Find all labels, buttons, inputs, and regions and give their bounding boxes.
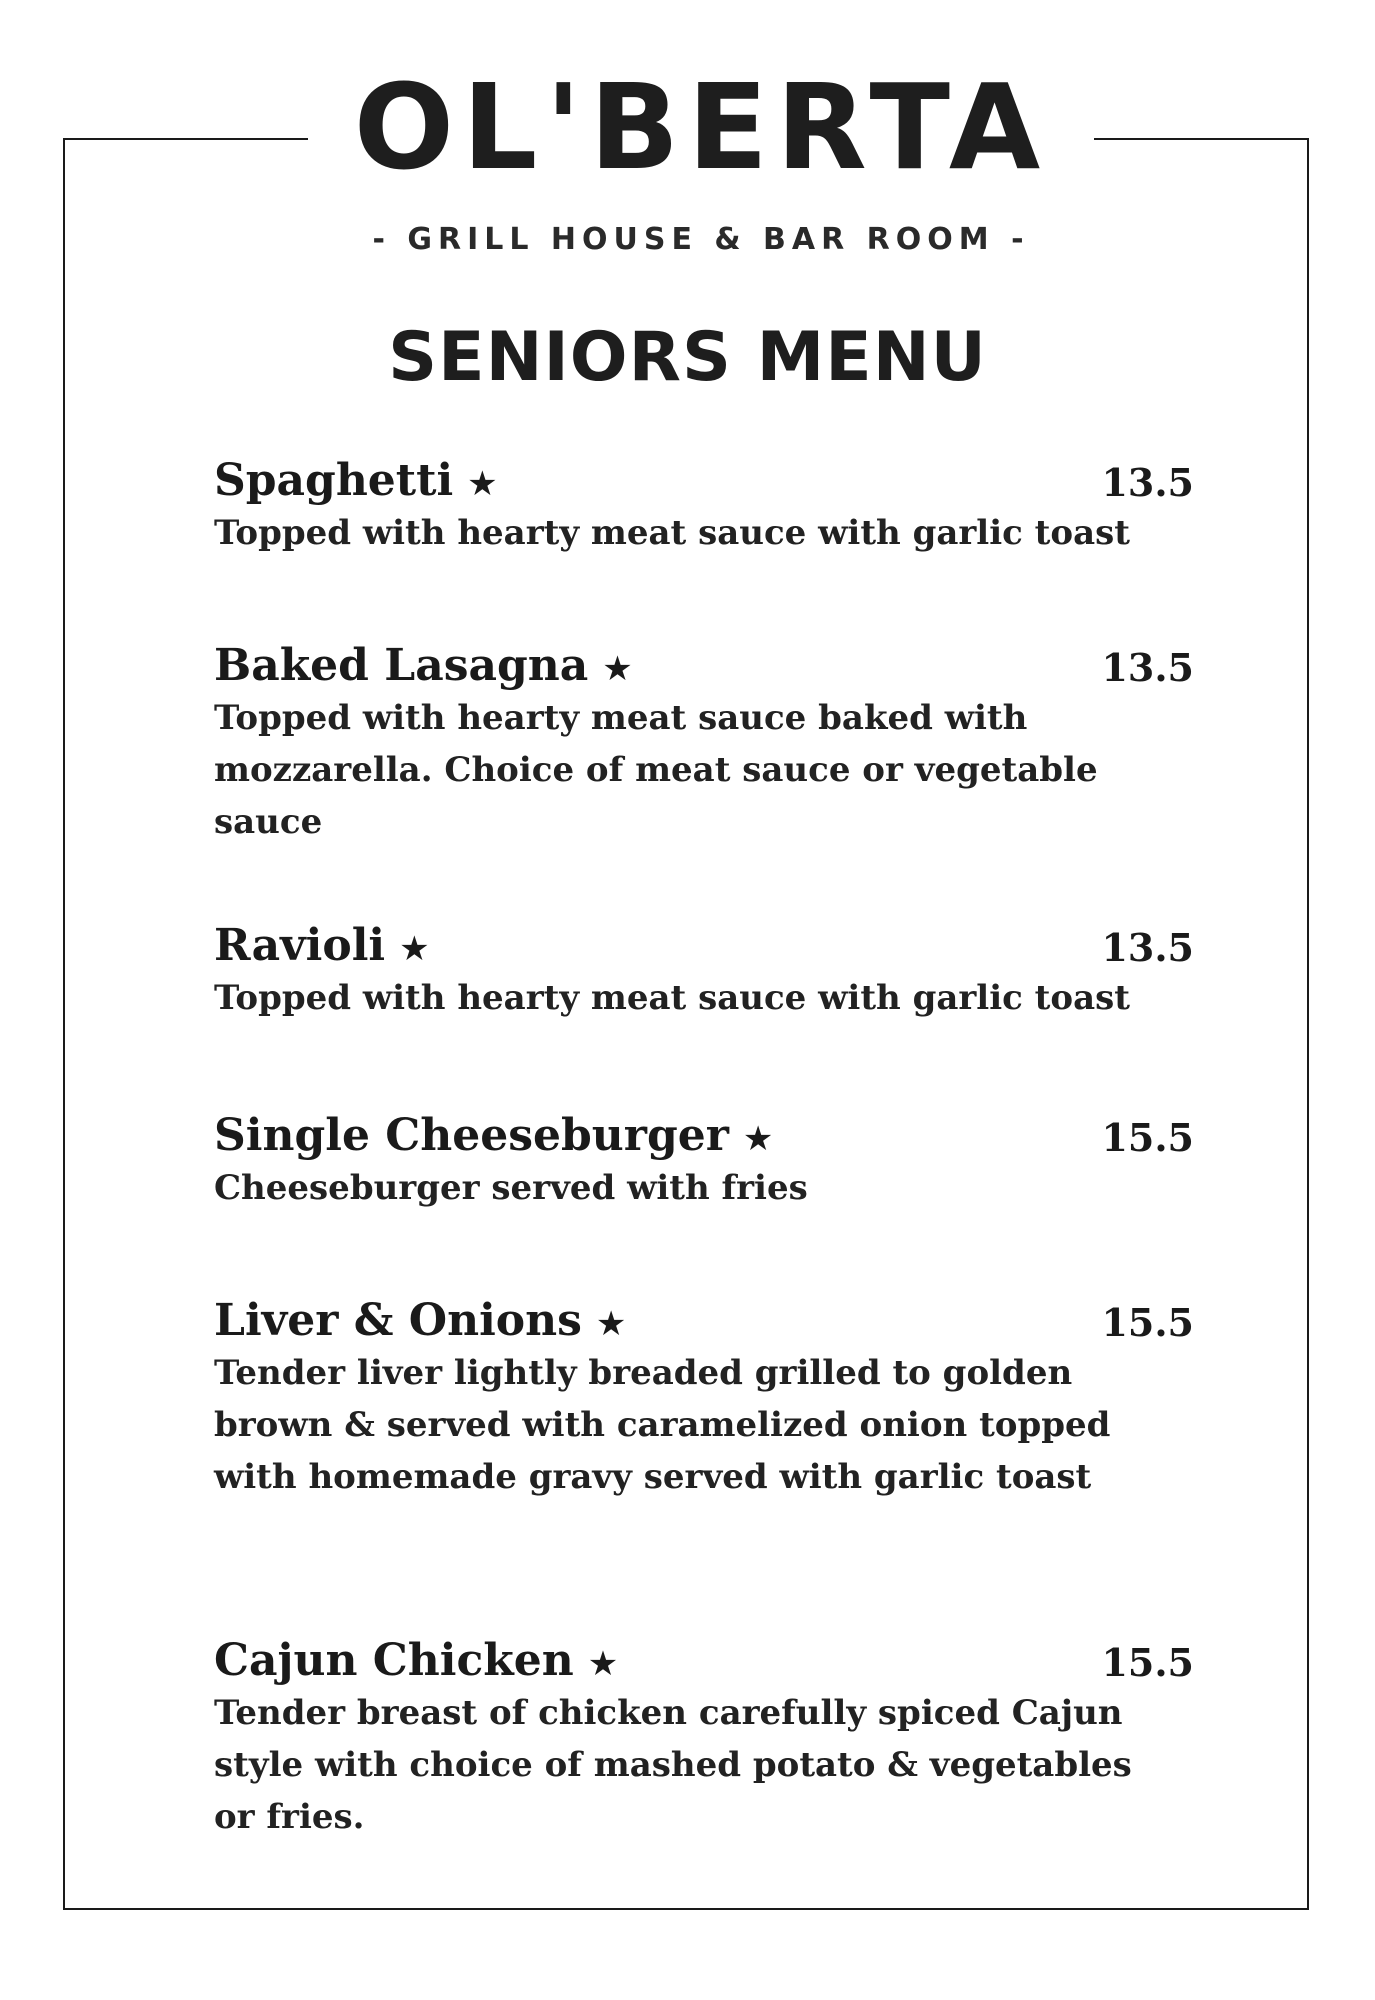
logo-name: OL'BERTA — [353, 58, 1049, 196]
logo-tagline: - GRILL HOUSE & BAR ROOM - — [372, 222, 1030, 257]
item-price: 13.5 — [1101, 925, 1194, 970]
item-description: Topped with hearty meat sauce with garlic toast — [214, 513, 1130, 553]
menu-title: SENIORS MENU — [388, 318, 987, 397]
restaurant-logo — [308, 0, 1094, 330]
menu-item-liver-onions — [214, 1295, 1194, 1503]
star-icon: ★ — [399, 929, 430, 969]
item-name: Cajun Chicken ★ — [214, 1635, 619, 1686]
item-name: Ravioli ★ — [214, 920, 430, 971]
item-price: 15.5 — [1101, 1640, 1194, 1685]
menu-item-cajun-chicken — [214, 1635, 1194, 1843]
item-price: 13.5 — [1101, 460, 1194, 505]
item-name: Single Cheeseburger ★ — [214, 1110, 774, 1161]
star-icon: ★ — [742, 1119, 774, 1159]
menu-item-ravioli — [214, 920, 1194, 1024]
item-description: Topped with hearty meat sauce baked with mozzarella. Choice of meat sauce or vegetable sauce — [214, 698, 1098, 842]
item-name: Liver & Onions ★ — [214, 1295, 627, 1346]
item-description: Cheeseburger served with fries — [214, 1168, 808, 1208]
star-icon: ★ — [587, 1644, 619, 1684]
star-icon: ★ — [467, 464, 498, 504]
star-icon: ★ — [595, 1304, 627, 1344]
star-icon: ★ — [602, 649, 633, 689]
menu-item-baked-lasagna — [214, 640, 1194, 848]
item-price: 13.5 — [1101, 645, 1194, 690]
item-description: Tender liver lightly breaded grilled to golden brown & served with caramelized onion topped with homemade gravy served with garlic toast — [214, 1353, 1111, 1497]
item-price: 15.5 — [1101, 1300, 1194, 1345]
item-description: Tender breast of chicken carefully spiced Cajun style with choice of mashed potato & vegetables or fries. — [214, 1693, 1132, 1837]
menu-item-single-cheeseburger — [214, 1110, 1194, 1214]
menu-item-spaghetti — [214, 455, 1194, 559]
item-name: Baked Lasagna ★ — [214, 640, 633, 691]
item-name: Spaghetti ★ — [214, 455, 498, 506]
item-description: Topped with hearty meat sauce with garlic toast — [214, 978, 1130, 1018]
item-price: 15.5 — [1101, 1115, 1194, 1160]
